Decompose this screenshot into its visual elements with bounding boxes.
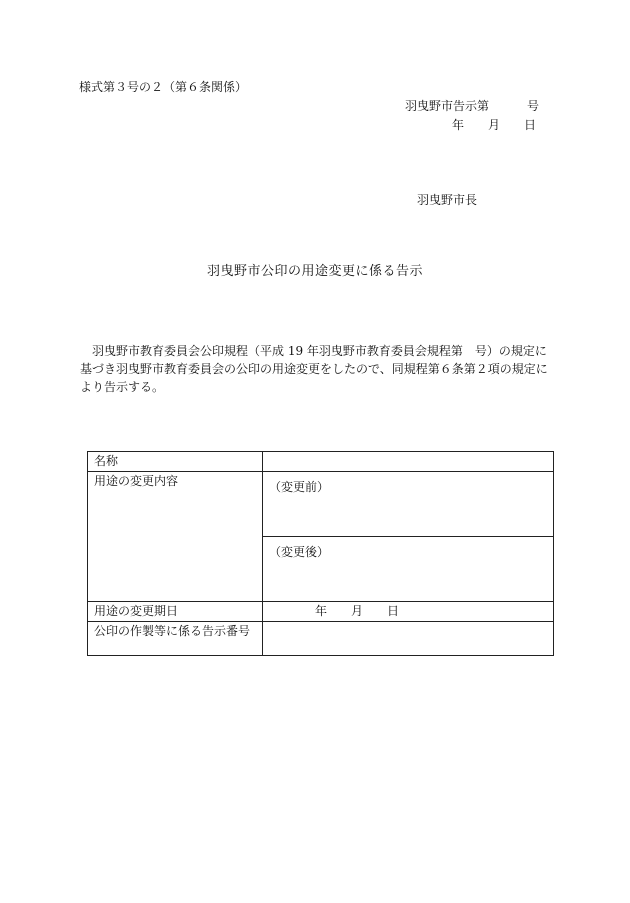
- notice-number: [405, 99, 539, 113]
- notice-date: [452, 118, 536, 132]
- notice-date-year: 年: [452, 118, 465, 132]
- notice-date-day: 日: [524, 118, 537, 132]
- table-row-notice-number: [88, 622, 554, 656]
- issuer: 羽曳野市長: [417, 193, 478, 207]
- change-label: 用途の変更内容: [88, 472, 263, 602]
- table-row-change-before: [88, 472, 554, 537]
- change-after-cell: [263, 537, 554, 602]
- body-text: [80, 342, 558, 396]
- change-before-cell: [263, 472, 554, 537]
- before-label: （変更前）: [269, 480, 330, 494]
- form-number: 様式第３号の２（第６条関係）: [79, 80, 248, 94]
- after-label: （変更後）: [269, 545, 330, 559]
- date-year: 年: [315, 604, 328, 618]
- notice-number-prefix: 羽曳野市告示第: [405, 99, 490, 113]
- notice-number-suffix: 号: [527, 99, 540, 113]
- table-row-name: [88, 452, 554, 472]
- date-month: 月: [351, 604, 364, 618]
- body-line-1: 羽曳野市教育委員会公印規程（平成 19 年羽曳野市教育委員会規程第 号）の規定に: [92, 344, 547, 358]
- info-table: [87, 451, 554, 656]
- name-value: [263, 452, 554, 472]
- body-line-3: より告示する。: [80, 380, 165, 394]
- document-title: 羽曳野市公印の用途変更に係る告示: [206, 264, 423, 279]
- date-value: [263, 602, 554, 622]
- table-row-date: [88, 602, 554, 622]
- date-label: 用途の変更期日: [88, 602, 263, 622]
- notice-number-label: 公印の作製等に係る告示番号: [88, 622, 263, 656]
- notice-date-month: 月: [488, 118, 501, 132]
- notice-number-value: [263, 622, 554, 656]
- body-line-2: 基づき羽曳野市教育委員会の公印の用途変更をしたので、同規程第６条第２項の規定に: [80, 362, 548, 376]
- date-day: 日: [387, 604, 400, 618]
- name-label: 名称: [88, 452, 263, 472]
